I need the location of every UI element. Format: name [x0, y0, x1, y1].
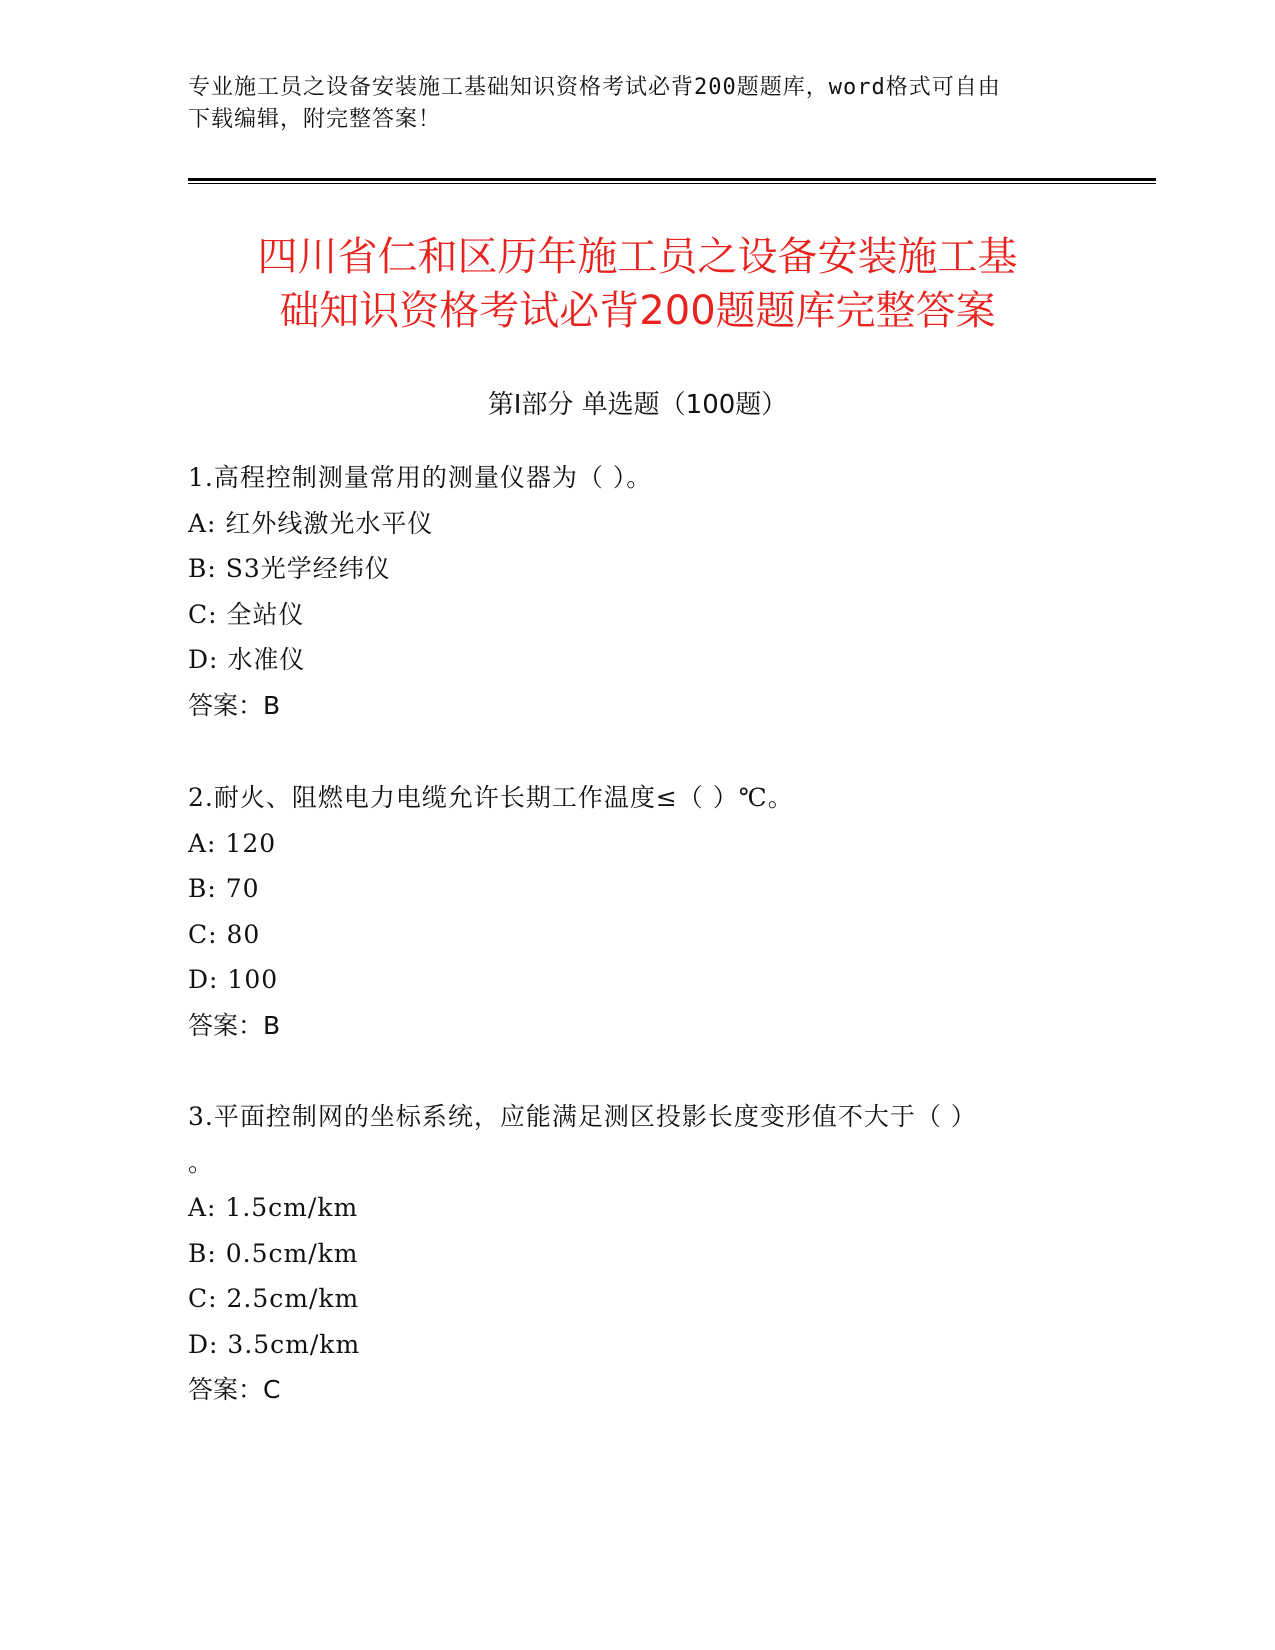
section-title: 第Ⅰ部分 单选题（100题） — [487, 390, 788, 420]
option-c: C: 80 — [188, 919, 261, 949]
answer: 答案：B — [188, 1010, 281, 1040]
answer: 答案：B — [188, 690, 281, 720]
question-text: 2.耐火、阻燃电力电缆允许长期工作温度≤（ ）℃。 — [188, 783, 794, 812]
header-note-line-1: 专业施工员之设备安装施工基础知识资格考试必背200题题库，word格式可自由 — [188, 75, 1001, 100]
question-2 — [188, 775, 1088, 1048]
question-1 — [188, 455, 1088, 728]
option-a: A: 1.5cm/km — [188, 1193, 359, 1222]
option-c: C: 2.5cm/km — [188, 1284, 360, 1313]
document-title — [150, 230, 1125, 338]
document-header-note — [188, 72, 1088, 136]
option-a: A: 120 — [188, 828, 277, 858]
option-a: A: 红外线激光水平仪 — [188, 508, 434, 538]
option-d: D: 3.5cm/km — [188, 1329, 361, 1359]
question-text: 3.平面控制网的坐标系统，应能满足测区投影长度变形值不大于（ ） — [188, 1102, 977, 1131]
option-b: B: S3光学经纬仪 — [188, 554, 391, 583]
document-title-line-2: 础知识资格考试必背200题题库完整答案 — [279, 288, 996, 334]
header-divider-thin — [188, 183, 1156, 184]
question-text: 1.高程控制测量常用的测量仪器为（ ）。 — [188, 463, 653, 492]
document-title-line-1: 四川省仁和区历年施工员之设备安装施工基 — [257, 234, 1018, 280]
option-b: B: 70 — [188, 874, 260, 903]
option-c: C: 全站仪 — [188, 599, 305, 629]
option-d: D: 水准仪 — [188, 645, 306, 674]
question-3 — [188, 1094, 1088, 1413]
question-text-continuation: 。 — [188, 1147, 215, 1177]
answer: 答案：C — [188, 1375, 281, 1404]
option-d: D: 100 — [188, 965, 279, 994]
option-b: B: 0.5cm/km — [188, 1238, 359, 1268]
header-note-line-2: 下载编辑，附完整答案！ — [188, 107, 442, 132]
header-divider-thick — [188, 178, 1156, 181]
